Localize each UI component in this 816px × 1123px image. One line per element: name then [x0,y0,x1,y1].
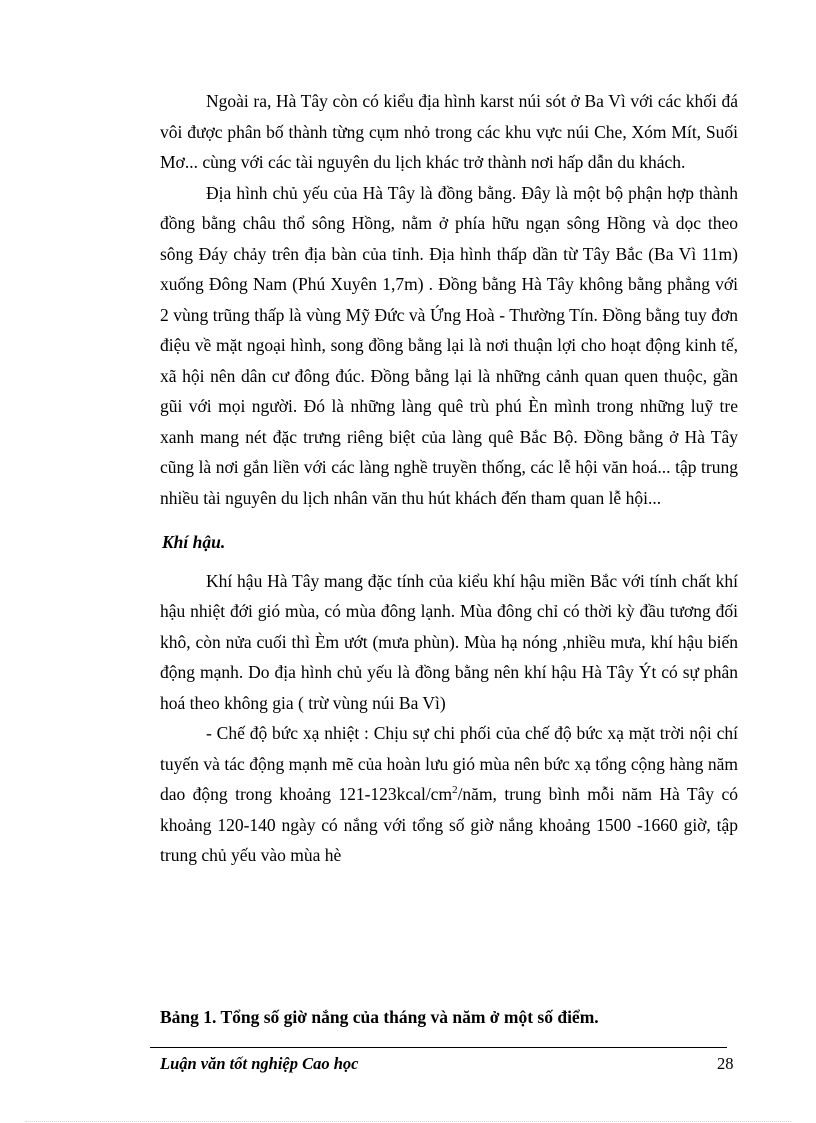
paragraph-radiation [160,718,738,871]
section-heading-climate: Khí hậu. [162,532,226,552]
paragraph-karst: Ngoài ra, Hà Tây còn có kiểu địa hình karst núi sót ở Ba Vì với các khối đá vôi được phân bố thành từng cụm nhỏ trong các khu vực núi Che, Xóm Mít, Suối Mơ... cùng với các tài nguyên du lịch khác trở thành nơi hấp dẫn du khách. [160,91,738,172]
paragraph-climate: Khí hậu Hà Tây mang đặc tính của kiểu khí hậu miền Bắc với tính chất khí hậu nhiệt đới gió mùa, có mùa đông lạnh. Mùa đông chỉ có thời kỳ đầu tương đối khô, còn nửa cuối thì Èm ướt (mưa phùn). Mùa hạ nóng ,nhiều mưa, khí hậu biến động mạnh. Do địa hình chủ yếu là đồng bằng nên khí hậu Hà Tây Ýt có sự phân hoá theo không gia ( trừ vùng núi Ba Vì) [160,570,738,713]
radiation-text-part2: /năm, trung bình mỗi năm Hà Tây có khoảng 120-140 ngày có nắng với tổng số giờ nắng khoảng 1500 -1660 giờ, tập trung chủ yếu vào mùa hè [160,784,738,865]
page-number: 28 [717,1054,734,1073]
table-caption: Bảng 1. Tổng số giờ nắng của tháng và năm ở một số điểm. [160,1007,599,1027]
body-text [160,86,738,871]
superscript-two: 2 [452,784,458,797]
radiation-text-part1: - Chế độ bức xạ nhiệt : Chịu sự chi phối của chế độ bức xạ mặt trời nội chí tuyến và tác động mạnh mẽ của hoàn lưu gió mùa nên bức xạ tổng cộng hàng năm dao động trong khoảng 121-123kcal/cm [160,723,738,804]
paragraph-terrain: Địa hình chủ yếu của Hà Tây là đồng bằng. Đây là một bộ phận hợp thành đồng bằng châu thổ sông Hồng, nằm ở phía hữu ngạn sông Hồng và dọc theo sông Đáy chảy trên địa bàn của tỉnh. Địa hình thấp dần từ Tây Bắc (Ba Vì 11m) xuống Đông Nam (Phú Xuyên 1,7m) . Đồng bằng Hà Tây không bằng phẳng với 2 vùng trũng thấp là vùng Mỹ Đức và Ứng Hoà - Thường Tín. Đồng bằng tuy đơn điệu về mặt ngoại hình, song đồng bằng lại là nơi thuận lợi cho hoạt động kinh tế, xã hội nên dân cư đông đúc. Đồng bằng lại là những cảnh quan quen thuộc, gần gũi với mọi người. Đó là những làng quê trù phú Èn mình trong những luỹ tre xanh mang nét đặc trưng riêng biệt của làng quê Bắc Bộ. Đồng bằng ở Hà Tây cũng là nơi gắn liền với các làng nghề truyền thống, các lễ hội văn hoá... tập trung nhiều tài nguyên du lịch nhân văn thu hút khách đến tham quan lễ hội... [160,182,738,508]
page-bottom-edge [25,1121,791,1122]
footer-title: Luận văn tốt nghiệp Cao học [160,1054,359,1073]
footer-divider [150,1047,727,1048]
